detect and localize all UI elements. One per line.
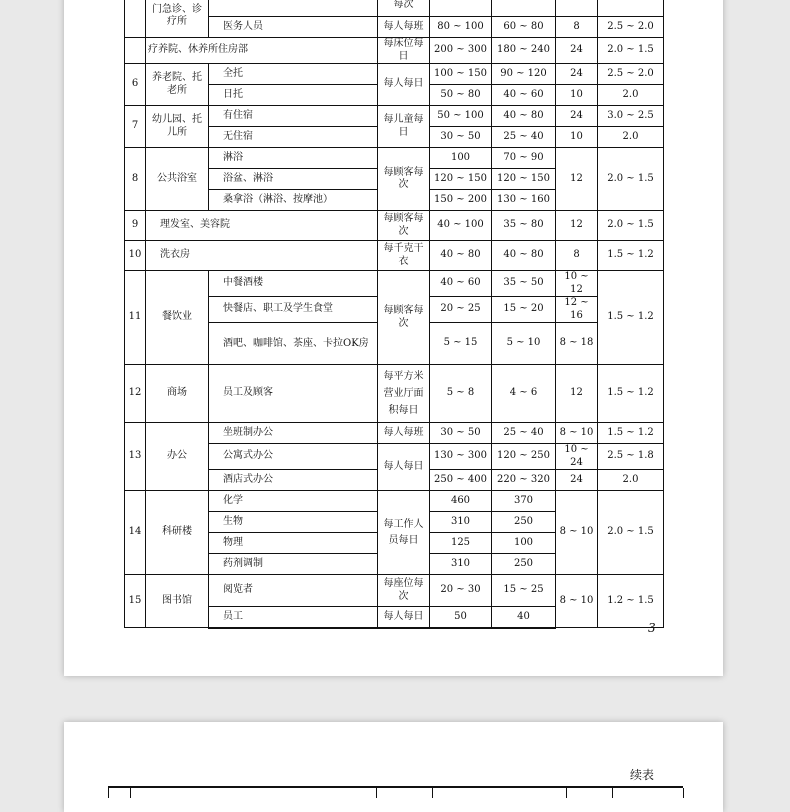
- cell-k: 1.2 ~ 1.5: [598, 575, 664, 628]
- cell-hour: 40: [492, 607, 556, 628]
- cell-unit: 每顾客每次: [378, 271, 430, 365]
- cell-max: 50 ~ 100: [430, 106, 492, 127]
- cell-k: 2.0 ~ 1.5: [598, 148, 664, 211]
- cell-unit: 每人每班: [378, 423, 430, 444]
- cell-hours: 8 ~ 18: [556, 323, 598, 365]
- cell-item: 酒吧、咖啡馆、茶座、卡拉OK房: [209, 323, 378, 365]
- cell-hour: 120 ~ 150: [492, 169, 556, 190]
- cell-item: 员工及顾客: [209, 365, 378, 423]
- cell-unit: 每平方米营业厅面积每日: [378, 365, 430, 423]
- cell-unit: 每人每班: [378, 17, 430, 38]
- cell-unit: 每座位每次: [378, 575, 430, 607]
- cell-category: 养老院、托老所: [146, 64, 209, 106]
- cell-hour: 25 ~ 40: [492, 127, 556, 148]
- cell-no: 6: [125, 64, 146, 106]
- cell-max: 30 ~ 50: [430, 127, 492, 148]
- cell-hour: 220 ~ 320: [492, 470, 556, 491]
- cell-hour: 180 ~ 240: [492, 38, 556, 64]
- cell-item: 酒店式办公: [209, 470, 378, 491]
- cell-max: 20 ~ 30: [430, 575, 492, 607]
- cell-category: 洗衣房: [146, 241, 378, 271]
- table-row: [125, 575, 664, 607]
- cell-max: 40 ~ 60: [430, 271, 492, 297]
- cell-item: 桑拿浴（淋浴、按摩池）: [209, 190, 378, 211]
- cell-no: 10: [125, 241, 146, 271]
- cell-max: 150 ~ 200: [430, 190, 492, 211]
- cell-hours: 24: [556, 64, 598, 85]
- cell-k: 2.0: [598, 127, 664, 148]
- cell-k: 1.5 ~ 1.2: [598, 241, 664, 271]
- cell-k: 2.5 ~ 2.0: [598, 17, 664, 38]
- cell-hour: 4 ~ 6: [492, 365, 556, 423]
- cell-unit: 每人每日: [378, 64, 430, 106]
- cell-item: 员工: [209, 607, 378, 628]
- cell-hours: 12: [556, 211, 598, 241]
- cell-max: 40 ~ 100: [430, 211, 492, 241]
- cell-hour: 60 ~ 80: [492, 17, 556, 38]
- cell-no: [125, 0, 146, 38]
- table-row: [125, 148, 664, 169]
- cell-max: 200 ~ 300: [430, 38, 492, 64]
- cell-hours: 10 ~ 24: [556, 444, 598, 470]
- cell-max: 460: [430, 491, 492, 512]
- cell-hour: 15 ~ 20: [492, 297, 556, 323]
- cell-k: 2.0 ~ 1.5: [598, 38, 664, 64]
- cell-max: 50 ~ 80: [430, 85, 492, 106]
- cell-hour: 15 ~ 25: [492, 575, 556, 607]
- cell-k: 1.5 ~ 1.2: [598, 271, 664, 365]
- cell-max: [430, 0, 492, 17]
- cell-no: 12: [125, 365, 146, 423]
- cell-max: 100: [430, 148, 492, 169]
- cell-item: 药剂调制: [209, 554, 378, 575]
- cell-hour: 40 ~ 60: [492, 85, 556, 106]
- cell-hours: 10: [556, 127, 598, 148]
- table-row: [125, 241, 664, 271]
- table-top-rule: [108, 786, 683, 788]
- cell-no: 11: [125, 271, 146, 365]
- cell-hours: 8 ~ 10: [556, 423, 598, 444]
- table-row: [125, 0, 664, 17]
- cell-hours: 8 ~ 10: [556, 491, 598, 575]
- cell-hours: 12: [556, 365, 598, 423]
- cell-k: 2.5 ~ 1.8: [598, 444, 664, 470]
- continued-table-label: 续表: [630, 768, 655, 782]
- cell-hours: 10 ~ 12: [556, 271, 598, 297]
- cell-hours: 24: [556, 106, 598, 127]
- cell-item: 坐班制办公: [209, 423, 378, 444]
- cell-hours: 24: [556, 470, 598, 491]
- cell-hours: 8: [556, 241, 598, 271]
- cell-category: 餐饮业: [146, 271, 209, 365]
- cell-hour: 370: [492, 491, 556, 512]
- cell-max: 100 ~ 150: [430, 64, 492, 85]
- cell-k: [598, 0, 664, 17]
- cell-item: 浴盆、淋浴: [209, 169, 378, 190]
- cell-category: 幼儿园、托儿所: [146, 106, 209, 148]
- cell-hour: 70 ~ 90: [492, 148, 556, 169]
- page-number: 3: [648, 621, 656, 635]
- cell-item: 中餐酒楼: [209, 271, 378, 297]
- cell-unit: 每顾客每次: [378, 148, 430, 211]
- cell-unit: 每千克干衣: [378, 241, 430, 271]
- cell-hour: 5 ~ 10: [492, 323, 556, 365]
- cell-max: 5 ~ 15: [430, 323, 492, 365]
- cell-item: [209, 0, 378, 17]
- cell-hours: 12: [556, 148, 598, 211]
- cell-hours: 12 ~ 16: [556, 297, 598, 323]
- cell-item: 公寓式办公: [209, 444, 378, 470]
- cell-no: 9: [125, 211, 146, 241]
- cell-no: 13: [125, 423, 146, 491]
- cell-item: 无住宿: [209, 127, 378, 148]
- cell-category: 办公: [146, 423, 209, 491]
- cell-no: 7: [125, 106, 146, 148]
- cell-hour: 100: [492, 533, 556, 554]
- cell-item: 快餐店、职工及学生食堂: [209, 297, 378, 323]
- table-row: [125, 64, 664, 85]
- cell-hour: 40 ~ 80: [492, 241, 556, 271]
- cell-no: 8: [125, 148, 146, 211]
- cell-item: 化学: [209, 491, 378, 512]
- cell-item: 全托: [209, 64, 378, 85]
- table-row: [125, 491, 664, 512]
- table-row: [125, 423, 664, 444]
- cell-max: 30 ~ 50: [430, 423, 492, 444]
- cell-max: 5 ~ 8: [430, 365, 492, 423]
- cell-no: 14: [125, 491, 146, 575]
- cell-item: 医务人员: [209, 17, 378, 38]
- cell-max: 130 ~ 300: [430, 444, 492, 470]
- cell-max: 80 ~ 100: [430, 17, 492, 38]
- cell-hour: 130 ~ 160: [492, 190, 556, 211]
- cell-category: 图书馆: [146, 575, 209, 628]
- cell-no: [125, 38, 146, 64]
- cell-unit: 每顾客每次: [378, 211, 430, 241]
- table-row: [125, 38, 664, 64]
- cell-hours: 8 ~ 10: [556, 575, 598, 628]
- table-row: [125, 106, 664, 127]
- cell-hour: 40 ~ 80: [492, 106, 556, 127]
- cell-item: 淋浴: [209, 148, 378, 169]
- water-standard-table: [124, 0, 664, 629]
- cell-item: 生物: [209, 512, 378, 533]
- cell-max: 120 ~ 150: [430, 169, 492, 190]
- cell-unit: 每人每日: [378, 444, 430, 491]
- cell-category: 科研楼: [146, 491, 209, 575]
- cell-k: 2.0 ~ 1.5: [598, 211, 664, 241]
- cell-item: 阅览者: [209, 575, 378, 607]
- cell-item: 有住宿: [209, 106, 378, 127]
- cell-category: 公共浴室: [146, 148, 209, 211]
- cell-k: 2.0: [598, 85, 664, 106]
- cell-unit: 每工作人员每日: [378, 491, 430, 575]
- cell-hour: 35 ~ 50: [492, 271, 556, 297]
- cell-unit: 每儿童每日: [378, 106, 430, 148]
- cell-hour: 25 ~ 40: [492, 423, 556, 444]
- cell-item: 日托: [209, 85, 378, 106]
- cell-max: 50: [430, 607, 492, 628]
- cell-k: 1.5 ~ 1.2: [598, 365, 664, 423]
- cell-category: 门急诊、诊疗所: [146, 0, 209, 38]
- cell-max: 250 ~ 400: [430, 470, 492, 491]
- cell-hour: 250: [492, 512, 556, 533]
- cell-k: 1.5 ~ 1.2: [598, 423, 664, 444]
- cell-max: 20 ~ 25: [430, 297, 492, 323]
- cell-category: 商场: [146, 365, 209, 423]
- cell-hour: 120 ~ 250: [492, 444, 556, 470]
- cell-k: 2.0: [598, 470, 664, 491]
- cell-unit: 每次: [378, 0, 430, 17]
- document-page-next: [64, 722, 723, 812]
- cell-no: 15: [125, 575, 146, 628]
- cell-max: 310: [430, 512, 492, 533]
- cell-item: 物理: [209, 533, 378, 554]
- cell-hours: 10: [556, 85, 598, 106]
- cell-hours: 8: [556, 17, 598, 38]
- cell-category: 理发室、美容院: [146, 211, 378, 241]
- cell-hour: 250: [492, 554, 556, 575]
- cell-unit: 每床位每日: [378, 38, 430, 64]
- cell-k: 2.0 ~ 1.5: [598, 491, 664, 575]
- cell-k: 2.5 ~ 2.0: [598, 64, 664, 85]
- cell-unit: 每人每日: [378, 607, 430, 628]
- table-row: [125, 271, 664, 297]
- cell-max: 40 ~ 80: [430, 241, 492, 271]
- cell-hour: 35 ~ 80: [492, 211, 556, 241]
- cell-hour: 90 ~ 120: [492, 64, 556, 85]
- cell-hour: [492, 0, 556, 17]
- cell-hours: 24: [556, 38, 598, 64]
- cell-hours: [556, 0, 598, 17]
- table-row: [125, 365, 664, 423]
- cell-category: 疗养院、休养所住房部: [146, 38, 378, 64]
- cell-max: 310: [430, 554, 492, 575]
- table-row: [125, 211, 664, 241]
- cell-k: 3.0 ~ 2.5: [598, 106, 664, 127]
- cell-max: 125: [430, 533, 492, 554]
- document-page: [64, 0, 723, 676]
